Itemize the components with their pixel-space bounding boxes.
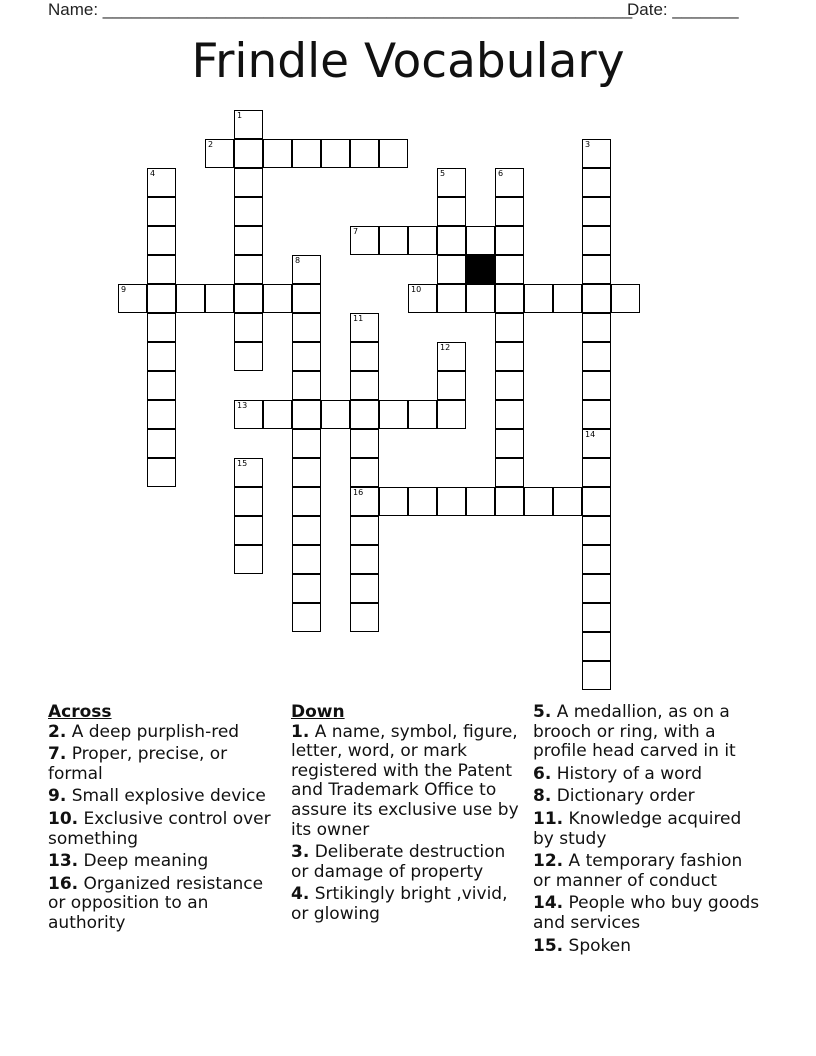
grid-cell[interactable] (292, 284, 321, 313)
grid-cell[interactable] (582, 661, 611, 690)
cell-number: 10 (411, 285, 422, 294)
grid-cell[interactable] (147, 342, 176, 371)
grid-cell[interactable] (582, 284, 611, 313)
clue-down-11 (533, 810, 763, 849)
grid-cell[interactable] (582, 342, 611, 371)
grid-cell[interactable] (495, 371, 524, 400)
cell-number: 16 (353, 488, 364, 497)
clue-number: 5. (533, 702, 552, 722)
cell-number: 13 (237, 401, 248, 410)
grid-cell[interactable] (582, 458, 611, 487)
across-heading: Across (48, 702, 112, 722)
grid-cell[interactable] (495, 342, 524, 371)
grid-cell[interactable] (582, 400, 611, 429)
down-heading: Down (291, 702, 345, 722)
grid-cell[interactable] (582, 632, 611, 661)
grid-cell[interactable] (582, 603, 611, 632)
clue-number: 13. (48, 851, 79, 872)
grid-cell[interactable] (611, 284, 640, 313)
grid-cell[interactable] (292, 139, 321, 168)
grid-cell[interactable] (147, 255, 176, 284)
grid-cell[interactable] (263, 284, 292, 313)
cell-number: 5 (440, 169, 446, 178)
grid-cell[interactable] (437, 342, 466, 371)
clue-text: Proper, precise, or formal (48, 744, 228, 784)
clue-text: Srtikingly bright ,vivid, or glowing (291, 884, 508, 924)
cell-number: 3 (585, 140, 591, 149)
grid-cell[interactable] (321, 400, 350, 429)
grid-cell[interactable] (466, 487, 495, 516)
grid-cell[interactable] (263, 400, 292, 429)
grid-cell[interactable] (147, 429, 176, 458)
grid-cell[interactable] (582, 487, 611, 516)
clue-number: 14. (533, 893, 564, 914)
clue-number: 3. (291, 842, 310, 863)
grid-cell[interactable] (437, 487, 466, 516)
grid-cell[interactable] (350, 313, 379, 342)
grid-cell[interactable] (147, 284, 176, 313)
grid-cell[interactable] (292, 545, 321, 574)
clue-number: 9. (48, 786, 67, 807)
grid-cell[interactable] (234, 342, 263, 371)
grid-cell[interactable] (350, 545, 379, 574)
clue-down-14 (533, 894, 763, 933)
clue-down-8 (533, 787, 763, 807)
clue-number: 6. (533, 763, 552, 784)
grid-cell[interactable] (495, 400, 524, 429)
cell-number: 2 (208, 140, 214, 149)
grid-cell[interactable] (350, 429, 379, 458)
grid-cell[interactable] (582, 574, 611, 603)
cell-number: 12 (440, 343, 451, 352)
clue-text: People who buy goods and services (533, 893, 760, 933)
clue-number: 10. (48, 808, 79, 829)
clue-down-15 (533, 937, 763, 957)
clue-text: Deep meaning (83, 851, 209, 872)
grid-cell[interactable] (495, 255, 524, 284)
grid-cell[interactable] (582, 313, 611, 342)
grid-cell[interactable] (350, 516, 379, 545)
clue-text: A name, symbol, figure, letter, word, or mark registered with the Patent and Trademark Office to assure its exclusive use by its owner (291, 721, 519, 840)
grid-cell[interactable] (582, 255, 611, 284)
grid-cell[interactable] (437, 226, 466, 255)
grid-cell[interactable] (234, 458, 263, 487)
grid-cell[interactable] (495, 284, 524, 313)
grid-cell[interactable] (350, 574, 379, 603)
grid-cell[interactable] (147, 197, 176, 226)
grid-cell[interactable] (234, 139, 263, 168)
grid-cell[interactable] (292, 400, 321, 429)
grid-cell[interactable] (147, 313, 176, 342)
clue-number: 12. (533, 851, 564, 872)
grid-cell[interactable] (292, 255, 321, 284)
cell-number: 6 (498, 169, 504, 178)
grid-cell[interactable] (495, 487, 524, 516)
grid-cell[interactable] (234, 487, 263, 516)
clue-number: 2. (48, 721, 67, 742)
grid-cell[interactable] (292, 371, 321, 400)
grid-cell[interactable] (437, 400, 466, 429)
clue-text: A medallion, as on a brooch or ring, with a profile head carved in it (533, 702, 736, 762)
cell-number: 14 (585, 430, 596, 439)
clue-text: A deep purplish-red (71, 721, 240, 742)
grid-cell[interactable] (466, 226, 495, 255)
grid-cell[interactable] (292, 458, 321, 487)
grid-cell[interactable] (292, 487, 321, 516)
grid-cell[interactable] (582, 545, 611, 574)
cell-number: 15 (237, 459, 248, 468)
clue-across-7 (48, 745, 278, 784)
grid-cell[interactable] (234, 516, 263, 545)
grid-cell[interactable] (379, 226, 408, 255)
grid-cell[interactable] (524, 487, 553, 516)
grid-cell[interactable] (234, 168, 263, 197)
grid-cell[interactable] (147, 226, 176, 255)
grid-cell[interactable] (350, 371, 379, 400)
grid-cell[interactable] (437, 197, 466, 226)
grid-cell[interactable] (379, 487, 408, 516)
grid-cell[interactable] (582, 197, 611, 226)
grid-cell[interactable] (437, 255, 466, 284)
grid-cell[interactable] (118, 284, 147, 313)
grid-cell[interactable] (234, 110, 263, 139)
grid-cell[interactable] (350, 226, 379, 255)
grid-cell[interactable] (437, 371, 466, 400)
grid-cell[interactable] (466, 284, 495, 313)
grid-cell[interactable] (176, 284, 205, 313)
grid-cell[interactable] (582, 429, 611, 458)
grid-cell[interactable] (234, 313, 263, 342)
clue-down-4 (291, 885, 527, 924)
block-cell (466, 255, 495, 284)
grid-cell[interactable] (553, 284, 582, 313)
clue-across-13 (48, 852, 278, 872)
clue-number: 15. (533, 935, 564, 956)
grid-cell[interactable] (350, 487, 379, 516)
grid-cell[interactable] (205, 284, 234, 313)
clue-down-1 (291, 723, 527, 841)
grid-cell[interactable] (495, 226, 524, 255)
grid-cell[interactable] (582, 516, 611, 545)
grid-cell[interactable] (408, 400, 437, 429)
date-line: Date: _______ (627, 0, 739, 19)
grid-cell[interactable] (437, 168, 466, 197)
grid-cell[interactable] (553, 487, 582, 516)
grid-cell[interactable] (234, 545, 263, 574)
grid-cell[interactable] (234, 284, 263, 313)
clue-number: 1. (291, 721, 310, 742)
clue-down-3 (291, 843, 527, 882)
grid-cell[interactable] (582, 168, 611, 197)
cell-number: 1 (237, 111, 243, 120)
grid-cell[interactable] (350, 603, 379, 632)
grid-cell[interactable] (582, 226, 611, 255)
grid-cell[interactable] (292, 603, 321, 632)
grid-cell[interactable] (437, 284, 466, 313)
name-line: Name: ________________________________________________________ (48, 0, 633, 19)
grid-cell[interactable] (350, 458, 379, 487)
grid-cell[interactable] (350, 342, 379, 371)
clue-across-2 (48, 723, 278, 743)
cell-number: 9 (121, 285, 127, 294)
grid-cell[interactable] (205, 139, 234, 168)
clue-number: 7. (48, 744, 67, 765)
grid-cell[interactable] (147, 371, 176, 400)
clue-text: A temporary fashion or manner of conduct (533, 851, 743, 891)
page-title: Frindle Vocabulary (191, 34, 625, 89)
grid-cell[interactable] (292, 342, 321, 371)
clue-text: Exclusive control over something (48, 808, 271, 849)
clue-down-6 (533, 765, 763, 785)
clue-text: Knowledge acquired by study (533, 808, 742, 849)
grid-cell[interactable] (292, 429, 321, 458)
clue-number: 11. (533, 808, 564, 829)
grid-cell[interactable] (408, 226, 437, 255)
clue-text: Small explosive device (71, 786, 266, 807)
grid-cell[interactable] (292, 574, 321, 603)
clue-number: 8. (533, 786, 552, 807)
grid-cell[interactable] (234, 226, 263, 255)
grid-cell[interactable] (582, 139, 611, 168)
down-clues-continued (533, 703, 763, 959)
grid-cell[interactable] (495, 313, 524, 342)
grid-cell[interactable] (379, 139, 408, 168)
grid-cell[interactable] (524, 284, 553, 313)
grid-cell[interactable] (350, 139, 379, 168)
grid-cell[interactable] (321, 139, 350, 168)
down-clues (291, 703, 527, 928)
clue-down-12 (533, 852, 763, 891)
clue-text: Deliberate destruction or damage of property (291, 842, 506, 882)
grid-cell[interactable] (408, 487, 437, 516)
across-clues (48, 703, 278, 937)
clue-text: Dictionary order (556, 786, 695, 807)
clue-across-9 (48, 787, 278, 807)
clue-across-16 (48, 875, 278, 934)
grid-cell[interactable] (408, 284, 437, 313)
grid-cell[interactable] (147, 168, 176, 197)
grid-cell[interactable] (292, 313, 321, 342)
clue-across-10 (48, 810, 278, 849)
cell-number: 7 (353, 227, 359, 236)
clue-number: 16. (48, 873, 79, 894)
grid-cell[interactable] (495, 458, 524, 487)
grid-cell[interactable] (147, 458, 176, 487)
cell-number: 8 (295, 256, 301, 265)
grid-cell[interactable] (495, 429, 524, 458)
cell-number: 4 (150, 169, 156, 178)
grid-cell[interactable] (234, 197, 263, 226)
grid-cell[interactable] (495, 168, 524, 197)
clue-down-5 (533, 703, 763, 762)
clue-number: 4. (291, 884, 310, 905)
cell-number: 11 (353, 314, 364, 323)
grid-cell[interactable] (350, 400, 379, 429)
grid-cell[interactable] (582, 371, 611, 400)
grid-cell[interactable] (495, 197, 524, 226)
grid-cell[interactable] (234, 255, 263, 284)
grid-cell[interactable] (147, 400, 176, 429)
clue-text: Spoken (568, 935, 631, 956)
grid-cell[interactable] (379, 400, 408, 429)
grid-cell[interactable] (263, 139, 292, 168)
grid-cell[interactable] (234, 400, 263, 429)
clue-text: History of a word (556, 763, 702, 784)
grid-cell[interactable] (292, 516, 321, 545)
clue-text: Organized resistance or opposition to an authority (48, 873, 264, 933)
